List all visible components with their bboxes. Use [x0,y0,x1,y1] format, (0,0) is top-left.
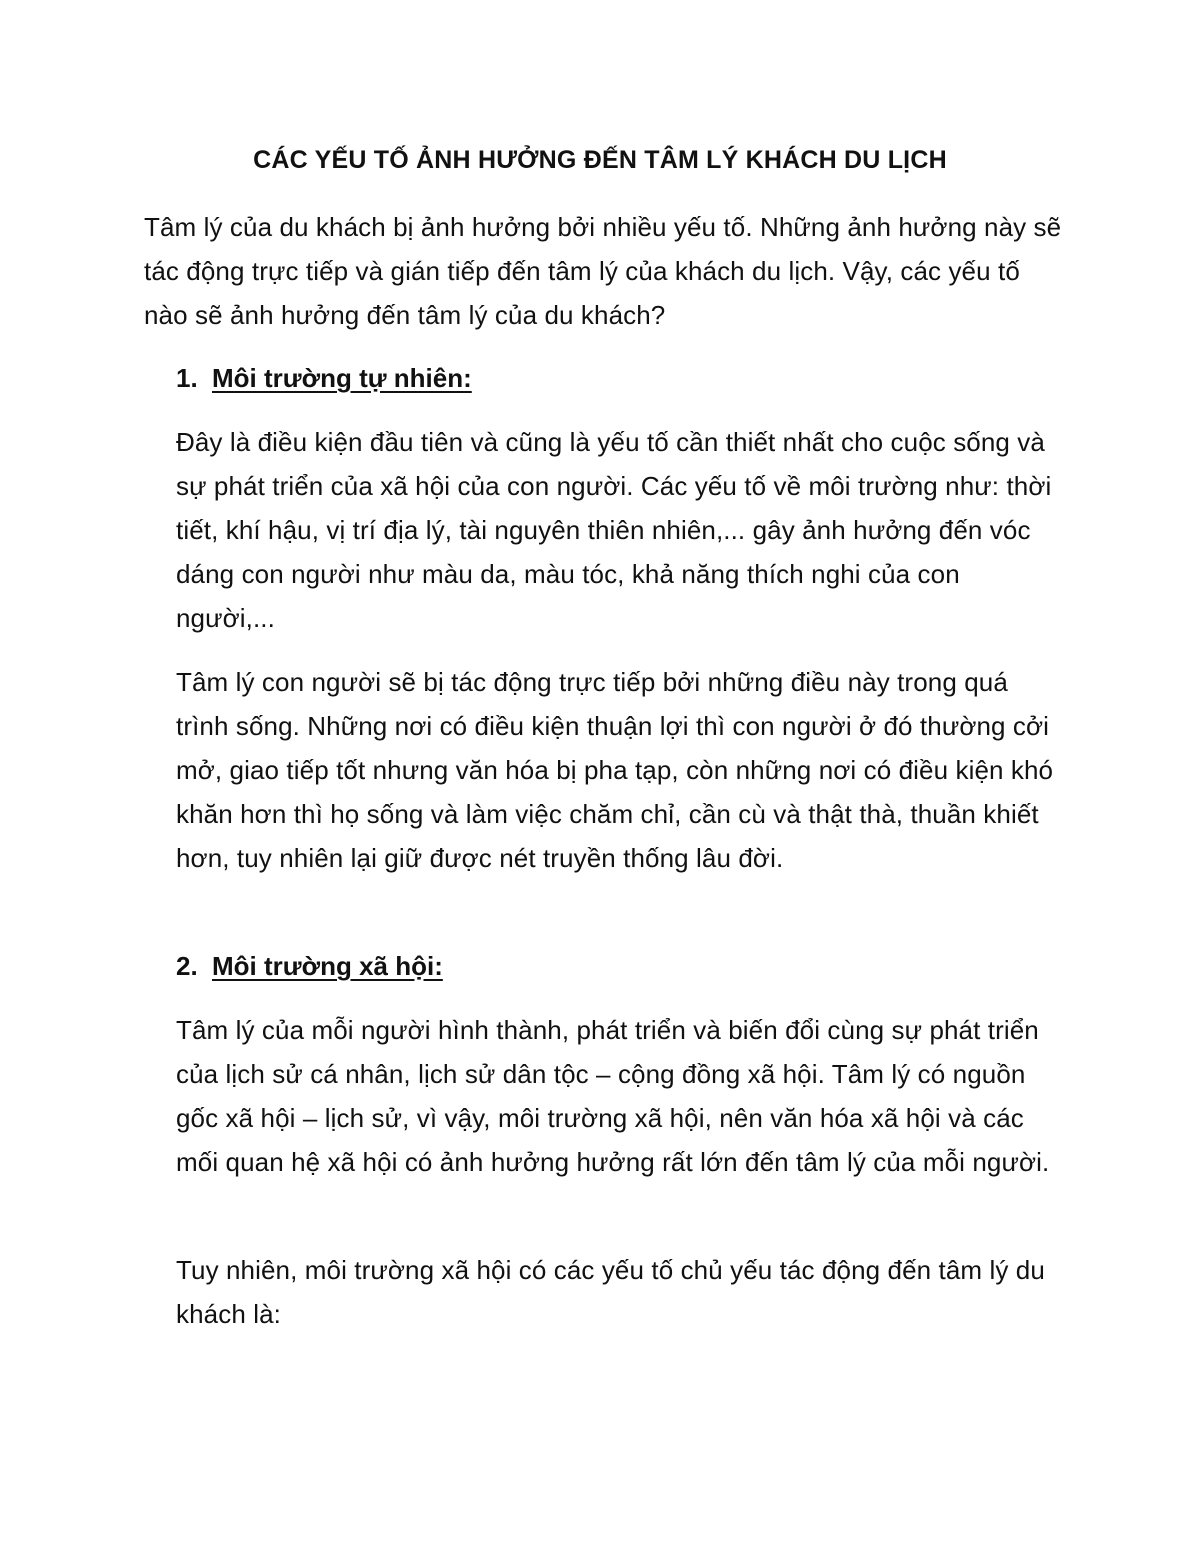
section-heading-social-environment [176,944,443,988]
body-paragraph: Tuy nhiên, môi trường xã hội có các yếu tố chủ yếu tác động đến tâm lý du khách là: [176,1255,1045,1329]
body-paragraph: Tâm lý con người sẽ bị tác động trực tiếp bởi những điều này trong quá trình sống. Những nơi có điều kiện thuận lợi thì con người ở đó thường cởi mở, giao tiếp tốt nhưng văn hóa bị pha tạp, còn những nơi có điều kiện khó khăn hơn thì họ sống và làm việc chăm chỉ, cần cù và thật thà, thuần khiết hơn, tuy nhiên lại giữ được nét truyền thống lâu đời. [176,667,1054,873]
section-number: 2. [176,951,198,981]
section-heading-natural-environment [176,356,472,400]
intro-paragraph: Tâm lý của du khách bị ảnh hưởng bởi nhiều yếu tố. Những ảnh hưởng này sẽ tác động trực tiếp và gián tiếp đến tâm lý của khách du lịch. Vậy, các yếu tố nào sẽ ảnh hưởng đến tâm lý của du khách? [144,212,1062,330]
body-paragraph: Tâm lý của mỗi người hình thành, phát triển và biến đổi cùng sự phát triển của lịch sử cá nhân, lịch sử dân tộc – cộng đồng xã hội. Tâm lý có nguồn gốc xã hội – lịch sử, vì vậy, môi trường xã hội, nên văn hóa xã hội và các mối quan hệ xã hội có ảnh hưởng hưởng rất lớn đến tâm lý của mỗi người. [176,1015,1050,1177]
section-heading-text: Môi trường xã hội: [212,951,443,981]
document-title: CÁC YẾU TỐ ẢNH HƯỞNG ĐẾN TÂM LÝ KHÁCH DU LỊCH [253,146,947,174]
body-paragraph: Đây là điều kiện đầu tiên và cũng là yếu tố cần thiết nhất cho cuộc sống và sự phát triển của xã hội của con người. Các yếu tố về môi trường như: thời tiết, khí hậu, vị trí địa lý, tài nguyên thiên nhiên,... gây ảnh hưởng đến vóc dáng con người như màu da, màu tóc, khả năng thích nghi của con người,... [176,427,1052,633]
section-heading-text: Môi trường tự nhiên: [212,363,472,393]
section-number: 1. [176,363,198,393]
